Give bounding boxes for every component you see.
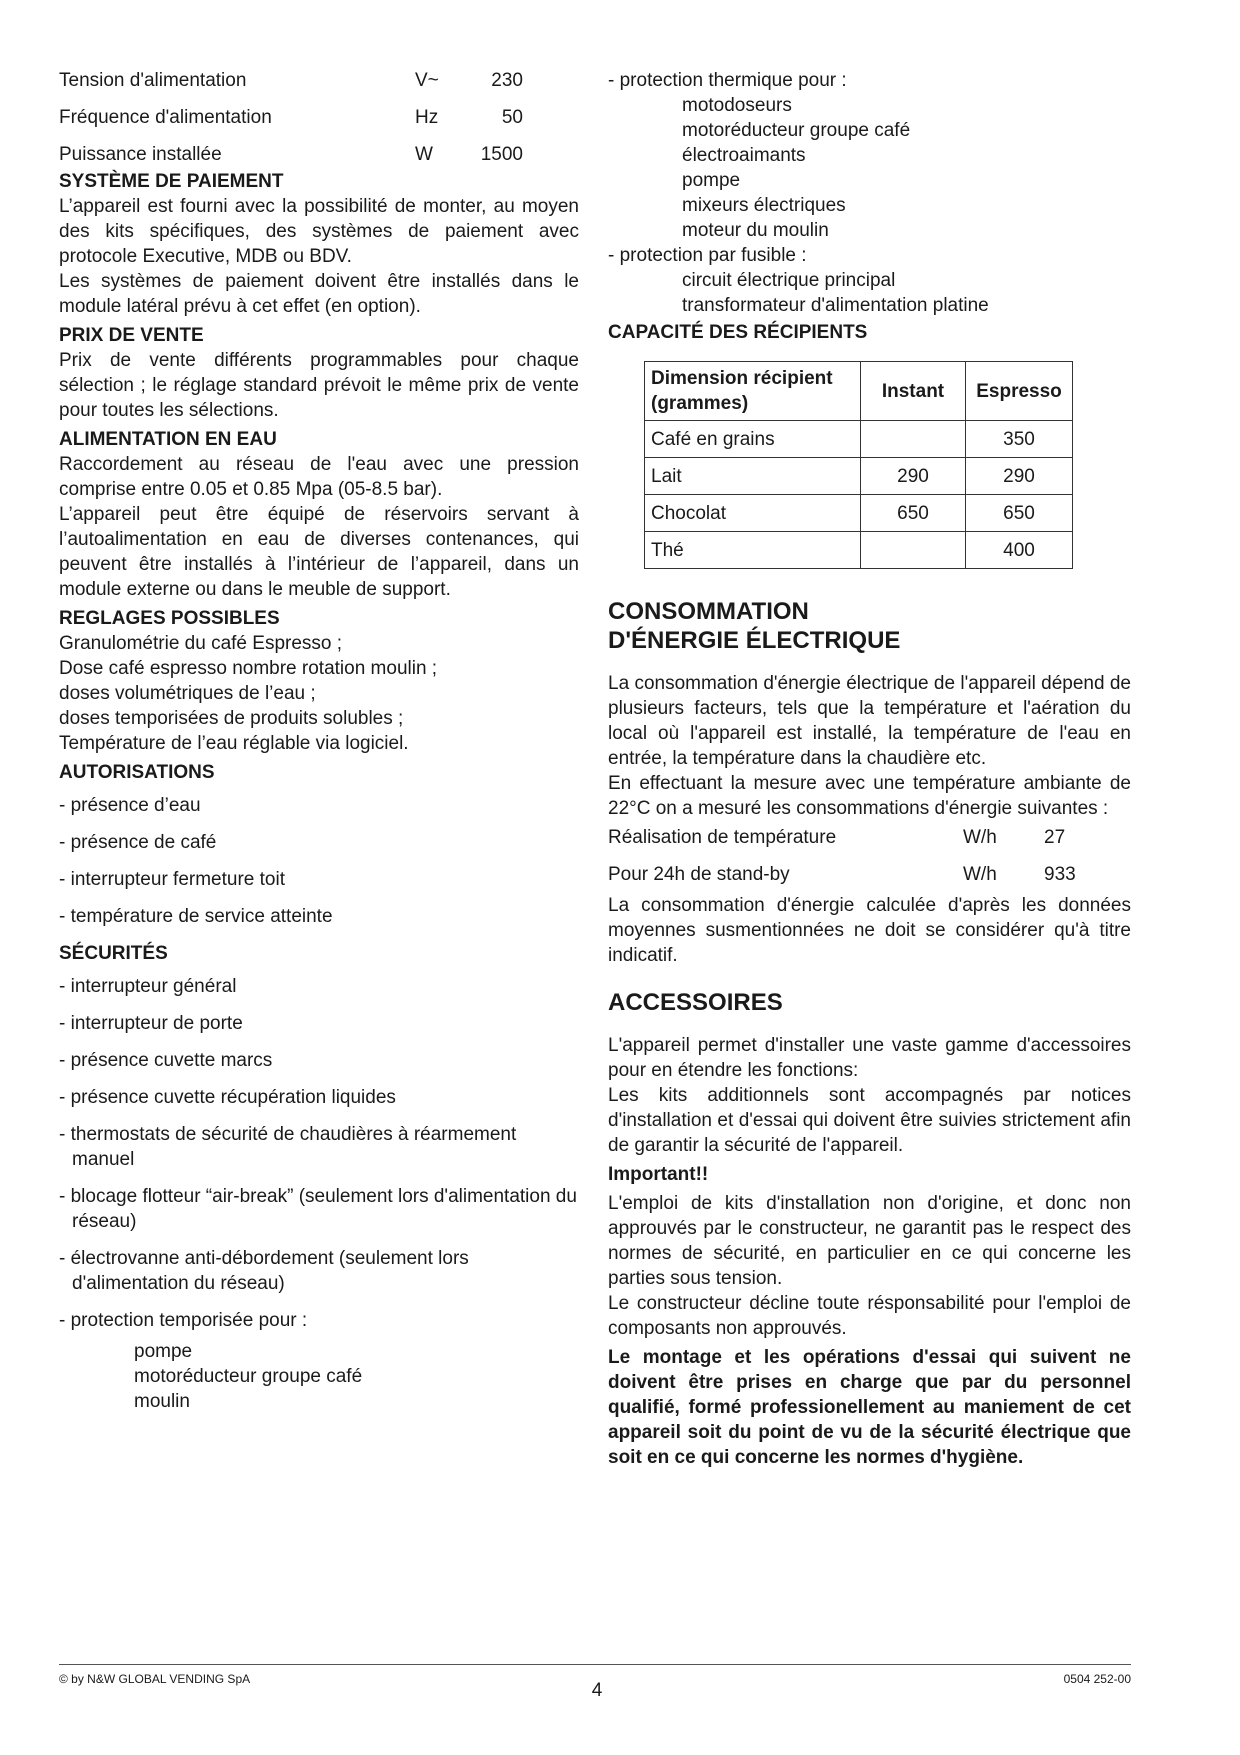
energy-unit: W/h xyxy=(963,827,997,848)
safety-item: - présence cuvette marcs xyxy=(59,1050,273,1071)
authorisation-item: - température de service atteinte xyxy=(59,906,333,927)
capacity-table xyxy=(644,361,1073,569)
capacity-table-header xyxy=(645,362,1073,421)
protection-sub-item: moulin xyxy=(134,1391,190,1412)
energy-row xyxy=(608,862,1131,899)
price-text: Prix de vente différents programmables pour chaque sélection ; le réglage standard prévoit le même prix de vente pour toutes les sélections. xyxy=(59,350,579,421)
spec-row xyxy=(59,68,579,105)
capacity-table-wrap xyxy=(608,361,1131,569)
accessories-text-1: L'appareil permet d'installer une vaste gamme d'accessoires pour en étendre les fonctions: xyxy=(608,1035,1131,1081)
water-text-2: L’appareil peut être équipé de réservoirs servant à l’autoalimentation en eau de diverses contenances, qui peuvent être installés à l’intérieur de l’appareil, dans un module externe ou dans le meuble de support. xyxy=(59,504,579,600)
thermal-protection-list xyxy=(608,93,1131,243)
right-column xyxy=(608,68,1131,1470)
timed-protection-list xyxy=(59,1339,579,1414)
energy-values xyxy=(608,825,1131,899)
capacity-cell: 650 xyxy=(966,495,1073,532)
settings-line: Dose café espresso nombre rotation moulin ; xyxy=(59,658,438,679)
capacity-cell: 290 xyxy=(861,458,966,495)
water-heading: ALIMENTATION EN EAU xyxy=(59,429,277,450)
safety-item: - interrupteur de porte xyxy=(59,1013,243,1034)
settings-heading: REGLAGES POSSIBLES xyxy=(59,608,280,629)
authorisation-item: - présence d’eau xyxy=(59,795,201,816)
authorisation-item: - présence de café xyxy=(59,832,217,853)
spec-label: Fréquence d'alimentation xyxy=(59,107,272,128)
settings-line: Température de l’eau réglable via logiciel. xyxy=(59,733,409,754)
protection-sub-item: circuit électrique principal xyxy=(682,270,896,291)
energy-heading-line-2: D'ÉNERGIE ÉLECTRIQUE xyxy=(608,627,901,654)
spec-value: 50 xyxy=(501,107,523,128)
energy-heading-line-1: CONSOMMATION xyxy=(608,598,809,625)
safety-item: - électrovanne anti-débordement (seulement lors d'alimentation du réseau) xyxy=(59,1248,469,1294)
protection-sub-item: motodoseurs xyxy=(682,95,792,116)
fuse-protection-list xyxy=(608,268,1131,318)
payment-text-1: L’appareil est fourni avec la possibilité de monter, au moyen des kits spécifiques, des systèmes de paiement avec protocole Executive, MDB ou BDV. xyxy=(59,196,579,267)
protection-sub-item: pompe xyxy=(682,170,741,191)
footer-copyright: © by N&W GLOBAL VENDING SpA xyxy=(59,1672,251,1686)
accessories-text-4: Le constructeur décline toute résponsabilité pour l'emploi de composants non approuvés. xyxy=(608,1293,1131,1339)
settings-line: doses volumétriques de l’eau ; xyxy=(59,683,316,704)
safety-item: - présence cuvette récupération liquides xyxy=(59,1087,396,1108)
capacity-cell: Chocolat xyxy=(645,495,861,532)
page-number: 4 xyxy=(591,1680,603,1701)
header-dimension: Dimension récipient (grammes) xyxy=(645,362,861,421)
accessories-section xyxy=(608,988,1131,1470)
spec-row xyxy=(59,142,579,169)
protection-sub-item: moteur du moulin xyxy=(682,220,829,241)
energy-value: 933 xyxy=(1044,864,1076,885)
document-code: 0504 252-00 xyxy=(1063,1672,1131,1686)
safety-heading: SÉCURITÉS xyxy=(59,943,168,964)
capacity-row xyxy=(645,495,1073,532)
safety-item: - blocage flotteur “air-break” (seulement lors d'alimentation du réseau) xyxy=(59,1186,577,1232)
spec-value: 230 xyxy=(491,70,523,91)
protection-sub-item: pompe xyxy=(134,1341,193,1362)
header-instant: Instant xyxy=(861,362,966,421)
spec-unit: W xyxy=(415,144,433,165)
authorisations-heading: AUTORISATIONS xyxy=(59,762,215,783)
protection-sub-item: mixeurs électriques xyxy=(682,195,846,216)
important-label: Important!! xyxy=(608,1164,709,1185)
spec-label: Tension d'alimentation xyxy=(59,70,247,91)
energy-row xyxy=(608,825,1131,862)
spec-unit: V~ xyxy=(415,70,439,91)
supply-specs xyxy=(59,68,579,169)
capacity-row xyxy=(645,421,1073,458)
capacity-row xyxy=(645,532,1073,569)
payment-text-2: Les systèmes de paiement doivent être installés dans le module latéral prévu à cet effet (en option). xyxy=(59,271,579,317)
safety-item: - protection temporisée pour : xyxy=(59,1310,308,1331)
capacity-cell: 400 xyxy=(966,532,1073,569)
safety-list xyxy=(59,974,579,1333)
spec-unit: Hz xyxy=(415,107,439,128)
capacity-heading: CAPACITÉ DES RÉCIPIENTS xyxy=(608,322,868,343)
accessories-text-3: L'emploi de kits d'installation non d'origine, et donc non approuvés par le constructeur, ne garantit pas le respect des normes de sécurité, en particulier en ce qui concerne les parties sous tension. xyxy=(608,1193,1131,1289)
left-column xyxy=(59,68,579,1414)
capacity-cell: Thé xyxy=(645,532,861,569)
protection-sub-item: motoréducteur groupe café xyxy=(682,120,911,141)
authorisations-list xyxy=(59,793,579,929)
header-espresso: Espresso xyxy=(966,362,1073,421)
spec-label: Puissance installée xyxy=(59,144,222,165)
payment-heading: SYSTÈME DE PAIEMENT xyxy=(59,171,284,192)
energy-label: Pour 24h de stand-by xyxy=(608,864,790,885)
protection-sub-item: transformateur d'alimentation platine xyxy=(682,295,989,316)
spec-row xyxy=(59,105,579,142)
capacity-cell xyxy=(861,421,966,458)
authorisation-item: - interrupteur fermeture toit xyxy=(59,869,285,890)
fuse-protection-label: - protection par fusible : xyxy=(608,245,807,266)
energy-unit: W/h xyxy=(963,864,997,885)
settings-list xyxy=(59,631,579,756)
protection-sub-item: électroaimants xyxy=(682,145,806,166)
capacity-cell: Café en grains xyxy=(645,421,861,458)
capacity-row xyxy=(645,458,1073,495)
energy-value: 27 xyxy=(1044,827,1066,848)
safety-item: - thermostats de sécurité de chaudières à réarmement manuel xyxy=(59,1124,517,1170)
accessories-text-2: Les kits additionnels sont accompagnés par notices d'installation et d'essai qui doivent être suivies strictement afin de garantir la sécurité de l'appareil. xyxy=(608,1085,1131,1156)
capacity-cell: 290 xyxy=(966,458,1073,495)
settings-line: Granulométrie du café Espresso ; xyxy=(59,633,343,654)
accessories-warning: Le montage et les opérations d'essai qui suivent ne doivent être prises en charge que par du personnel qualifié, formé professionellement au maniement de cet appareil soit du point de vu de la sécurité électrique que soit en ce qui concerne les normes d'hygiène. xyxy=(608,1347,1131,1468)
capacity-cell: 650 xyxy=(861,495,966,532)
price-heading: PRIX DE VENTE xyxy=(59,325,204,346)
footer-divider xyxy=(59,1664,1131,1665)
energy-text-1: La consommation d'énergie électrique de l'appareil dépend de plusieurs facteurs, tels que la température et l'aération du local où l'appareil est installé, la température de l'eau en entrée, la température dans la chaudière etc. xyxy=(608,673,1131,769)
safety-item: - interrupteur général xyxy=(59,976,237,997)
energy-text-3: La consommation d'énergie calculée d'après les données moyennes susmentionnées ne doit se considérer qu'à titre indicatif. xyxy=(608,895,1131,966)
thermal-protection-label: - protection thermique pour : xyxy=(608,70,847,91)
energy-label: Réalisation de température xyxy=(608,827,837,848)
capacity-cell: Lait xyxy=(645,458,861,495)
capacity-cell xyxy=(861,532,966,569)
protection-sub-item: motoréducteur groupe café xyxy=(134,1366,363,1387)
spec-value: 1500 xyxy=(480,144,523,165)
energy-text-2: En effectuant la mesure avec une température ambiante de 22°C on a mesuré les consommations d'énergie suivantes : xyxy=(608,773,1131,819)
water-text-1: Raccordement au réseau de l'eau avec une pression comprise entre 0.05 et 0.85 Mpa (05-8.5 bar). xyxy=(59,454,579,500)
settings-line: doses temporisées de produits solubles ; xyxy=(59,708,404,729)
energy-section xyxy=(608,597,1131,968)
capacity-cell: 350 xyxy=(966,421,1073,458)
accessories-heading: ACCESSOIRES xyxy=(608,989,783,1016)
